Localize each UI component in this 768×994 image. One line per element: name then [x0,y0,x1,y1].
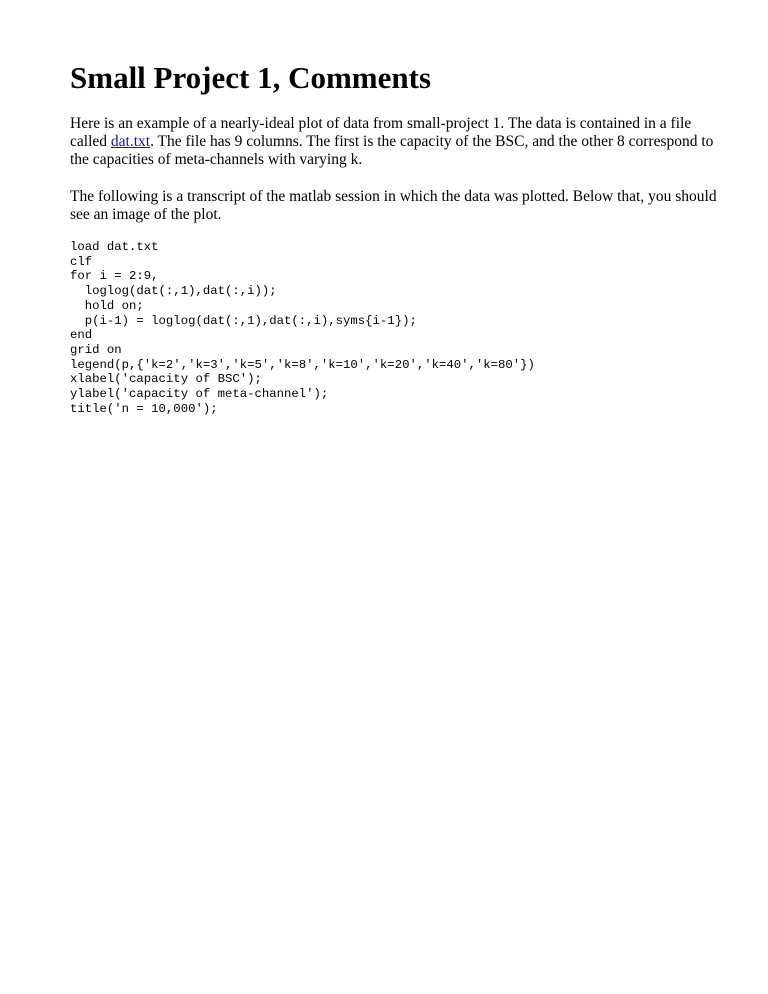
code-line: for i = 2:9, [70,269,159,284]
code-line: title('n = 10,000'); [70,401,218,416]
code-line: ylabel('capacity of meta-channel'); [70,387,329,402]
intro-text-after-link: . The file has 9 columns. The first is the capacity of the BSC, and the other 8 correspond to the capacities of meta-channels with varying k. [70,133,714,168]
code-line: clf [70,254,93,269]
code-line: end [70,328,93,343]
code-line: loglog(dat(:,1),dat(:,i)); [70,284,277,299]
code-line: p(i-1) = loglog(dat(:,1),dat(:,i),syms{i-1}); [70,313,417,328]
code-line: hold on; [70,298,144,313]
document-page [70,0,730,416]
code-line: load dat.txt [70,240,159,254]
dat-file-link[interactable]: dat.txt [110,133,151,150]
code-line: grid on [70,342,122,357]
code-line: xlabel('capacity of BSC'); [70,372,262,387]
matlab-transcript [70,240,730,416]
page-title: Small Project 1, Comments [70,60,432,95]
code-line: legend(p,{'k=2','k=3','k=5','k=8','k=10','k=20','k=40','k=80'}) [70,357,535,372]
intro-text-before-link: Here is an example of a nearly-ideal plot of data from small-project 1. The data is contained in a file called [70,115,692,150]
intro-paragraph [70,115,730,169]
transcript-intro-paragraph: The following is a transcript of the matlab session in which the data was plotted. Below that, you should see an image of the plot. [70,188,717,223]
